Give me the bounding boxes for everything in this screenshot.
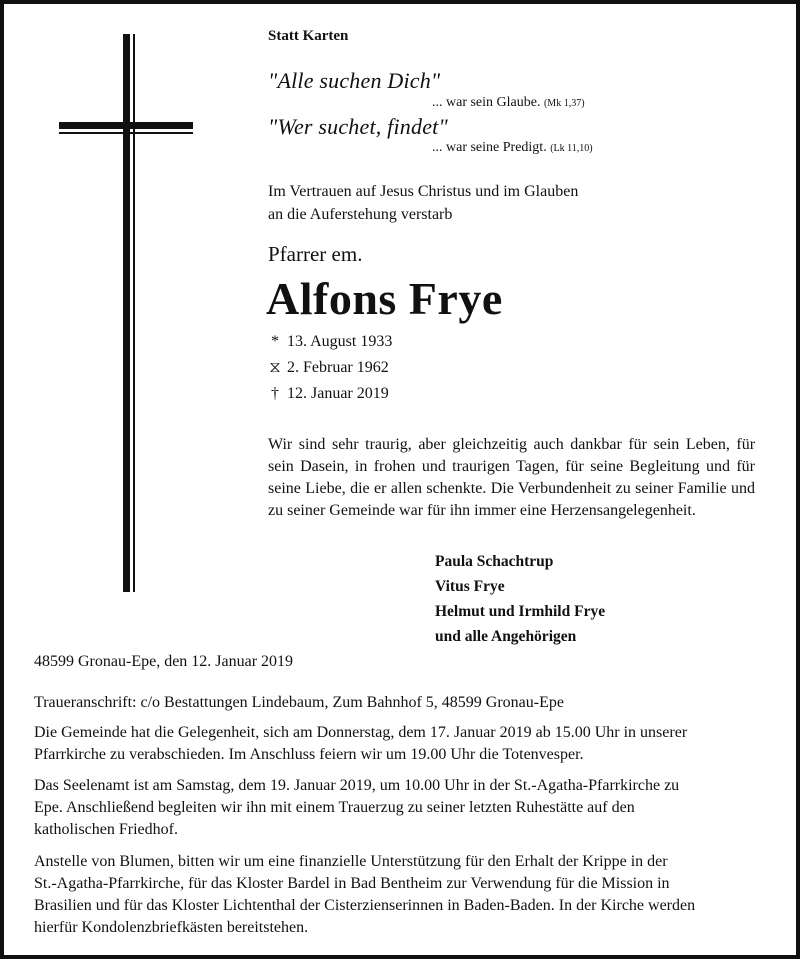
- person-name: Alfons Frye: [266, 273, 503, 324]
- quote-2: "Wer suchet, findet": [268, 114, 448, 139]
- requiem-line: Das Seelenamt ist am Samstag, dem 19. Januar 2019, um 10.00 Uhr in der St.-Agatha-Pfarrkirche zu: [34, 777, 680, 794]
- farewell-line: Pfarrkirche zu verabschieden. Im Anschluss feiern wir um 19.00 Uhr die Totenvesper.: [34, 746, 584, 763]
- cross-bar: [59, 122, 193, 129]
- born-row: [268, 329, 392, 355]
- mourning-address: Traueranschrift: c/o Bestattungen Lindebaum, Zum Bahnhof 5, 48599 Gronau-Epe: [34, 694, 564, 711]
- tribute-line: für sein Dasein, in frohen und traurigen Tagen, für seine Begleitung: [268, 436, 756, 475]
- requiem-line: katholischen Friedhof.: [34, 821, 178, 838]
- donation-line: Brasilien und für das Kloster Lichtenthal der Cisterzienserinnen in Baden-Baden. In der Kirche werden: [34, 897, 696, 914]
- quote-2-note-text: ... war seine Predigt.: [432, 140, 547, 155]
- mourner: Vitus Frye: [435, 578, 505, 595]
- star-icon: *: [271, 333, 279, 350]
- died-date: 12. Januar 2019: [287, 385, 389, 402]
- quote-1-note: [432, 95, 585, 111]
- born-date: 13. August 1933: [287, 333, 393, 350]
- ordained-date: 2. Februar 1962: [287, 359, 389, 376]
- ordained-row: [268, 355, 392, 381]
- intro-line: an die Auferstehung verstarb: [268, 206, 453, 223]
- quote-1-ref: (Mk 1,37): [543, 98, 585, 109]
- donation-line: Anstelle von Blumen, bitten wir um eine finanzielle Unterstützung für den Erhalt der Krippe in der: [34, 853, 668, 870]
- tribute-line: Herzensangelegenheit.: [550, 502, 696, 519]
- mourner: Helmut und Irmhild Frye: [435, 603, 606, 620]
- place-date: 48599 Gronau-Epe, den 12. Januar 2019: [34, 653, 294, 670]
- person-title: Pfarrer em.: [268, 242, 363, 266]
- life-dates: [268, 329, 392, 407]
- farewell-line: Die Gemeinde hat die Gelegenheit, sich am Donnerstag, dem 17. Januar 2019 ab 15.00 Uhr in unserer: [34, 724, 688, 741]
- tribute-line: Wir sind sehr traurig, aber gleichzeitig auch dankbar für sein Leben,: [268, 436, 730, 453]
- mourner: und alle Angehörigen: [435, 628, 577, 645]
- requiem-paragraph: [34, 775, 779, 841]
- intro-text: [268, 180, 578, 226]
- mourners-list: [435, 549, 605, 649]
- quote-2-ref: (Lk 11,10): [550, 143, 593, 154]
- requiem-line: Epe. Anschließend begleiten wir ihn mit einem Trauerzug zu seiner letzten Ruhestätte auf den: [34, 799, 635, 816]
- mourner: Paula Schachtrup: [435, 553, 554, 570]
- statt-karten-heading: Statt Karten: [268, 28, 349, 44]
- tribute-line: und für seine Liebe, die er allen schenkte. Die Verbundenheit zu: [268, 458, 756, 497]
- quote-1-note-text: ... war sein Glaube.: [432, 95, 541, 110]
- died-row: [268, 381, 392, 407]
- chalice-icon: ⧖: [269, 359, 281, 376]
- dagger-icon: †: [271, 385, 279, 402]
- donation-line: St.-Agatha-Pfarrkirche, für das Kloster Bardel in Bad Bentheim zur Verwendung für die Mission in: [34, 875, 670, 892]
- quote-2-note: [432, 140, 593, 156]
- farewell-paragraph: [34, 722, 779, 766]
- tribute-paragraph: [268, 434, 755, 522]
- tribute-line: seiner Familie und zu seiner Gemeinde war für ihn immer eine: [268, 480, 756, 519]
- donation-paragraph: [34, 851, 779, 939]
- donation-line: hierfür Kondolenzbriefkästen bereitstehen.: [34, 919, 309, 936]
- intro-line: Im Vertrauen auf Jesus Christus und im Glauben: [268, 183, 579, 200]
- quote-1: "Alle suchen Dich": [268, 68, 441, 93]
- cross-icon: [123, 34, 130, 592]
